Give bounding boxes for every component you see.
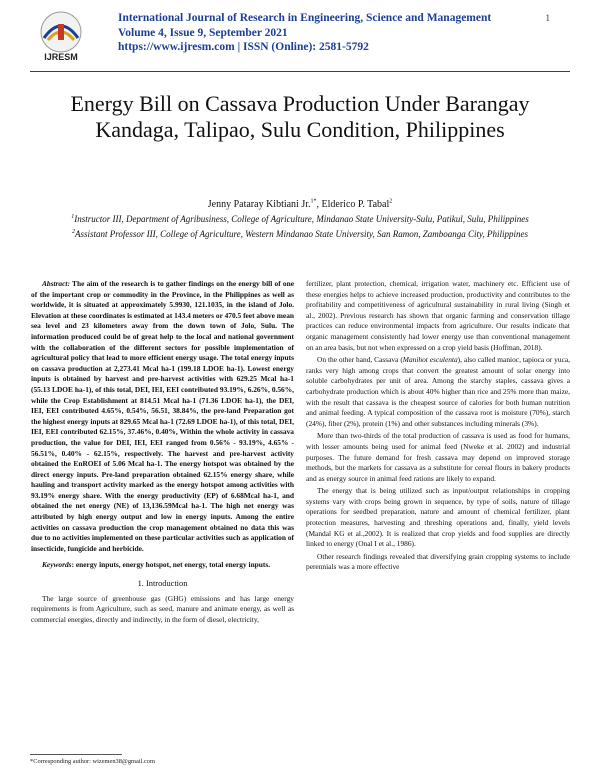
header-rule	[30, 71, 570, 72]
journal-issue: Volume 4, Issue 9, September 2021	[118, 26, 288, 39]
abstract-label: Abstract:	[42, 279, 70, 288]
right-column	[306, 279, 570, 575]
author-separator: ,	[316, 199, 322, 210]
author-block	[40, 198, 560, 241]
journal-name: International Journal of Research in Engineering, Science and Management	[118, 12, 492, 24]
left-column	[31, 279, 294, 627]
paragraph-1: fertilizer, plant protection, chemical, irrigation water, machinery etc. Efficient use of these energies helps to achieve increased production, productivity and contributes to the profitability and competitiveness of agricultural sustainability in rural living (Singh et al., 2002). Previous research has shown that organic farming and conservation tillage practices can reduce environmental impacts from agriculture. Our results indicate that organic management consistently had lower energy use than conventional management on an area basis, but not when expressed on a crop yield basis (Hoffman, 2018).	[306, 279, 570, 352]
paragraph-5: Other research findings revealed that diversifying grain cropping systems to include perennials was a more effective	[306, 551, 570, 572]
paragraph-2-b: ), also called manioc, tapioca or yuca, ranks very high among crops that convert the greatest amount of solar energy into soluble carbohydrates per unit of area. Among the starchy staples, cassava gives a carbohydrate production which is about 40% higher than rice and 25% more than maize, with the result that cassava is the cheapest source of calories for both human nutrition and animal feeding. A typical composition of the cassava root is moisture (70%), starch (24%), fiber (2%), protein (1%) and other substances including minerals (3%).	[306, 355, 570, 428]
abstract	[31, 279, 294, 554]
abstract-text: The aim of the research is to gather findings on the energy bill of one of the important crop or commodity in the Province, in the Philippines as well as worldwide, it is situated at approximately 5.9930, 121.1035, in the island of Jolo. Elevation at these coordinates is estimated at 143.4 meters or 470.5 feet above mean sea level and 23 kilometers away from the down town of Jolo, Sulu. The information produced could be of great help to the local and national government with the collaboration of the different sectors for possible implementation of agricultural policy that lead to more efficient energy usage. The total energy inputs on cassava production at 2,273.41 Mcal ha-1 (199.18 LDOE ha-1). Lowest energy inputs is obtained by harvest and pre-harvest activities with 629.25 Mcal ha-1 (55.13 LDOE ha-1), of this total, DEI, IEI, EEI contributed 93.19%, 6.26%, 0.56%, while the Crop Establishment at 814.51 Mcal ha-1 (71.36 LDOE ha-1), the DEI, IEI, EEI contributed 4.65%, 0.54%, 56.51, 38.84%, the pre-land Preparation got the highest energy inputs at 829.65 Mcal ha-1 (72.69 LDOE ha-1), of this total, DEI, IEI, EEI contributed 62.15%, 37.46%, 0.40%, Within the whole activity in cassava production, the value for DEI, IEI, EEI ranged from 0.56% - 93.19%, 4.65% - 56.51%, 0.40% - 62.15%, respectively. The harvest and pre-harvest activity obtained the EnROEI of 5.06 Mcal ha-1. The energy hotspot was obtained by the direct energy inputs. Pre-land preparation obtained 62.15% energy share, while hauling and transport activity marked as the energy hotspot among activities with 93.19% energy share. With the energy productivity (EP) of 6.68Mcal ha-1, and obtained the net energy (NE) of 13,136.59Mcal ha-1. The high net energy was attributed by high energy output and low in energy inputs. Among the entire activities on cassava production the crop management obtained no data this was due to no activities implemented on these particular activities such as application of insecticide, fungicide and herbicide.	[31, 279, 294, 553]
affiliation-1-mark: 1	[71, 214, 75, 220]
paragraph-2	[306, 355, 570, 429]
keywords-text: : energy inputs, energy hotspot, net energy, total energy inputs.	[71, 560, 271, 570]
affiliation-2-mark: 2	[71, 228, 75, 235]
affiliation-2-text: Assistant Professor III, College of Agriculture, Western Mindanao State University, San Ramon, Zamboanga City, Philippines	[74, 228, 529, 239]
paper-title: Energy Bill on Cassava Production Under Barangay Kandaga, Talipao, Sulu Condition, Philippines	[70, 91, 530, 142]
author-1: Jenny Pataray Kibtiani Jr.	[207, 199, 311, 210]
author-2-mark: 2	[389, 198, 393, 205]
intro-heading: 1. Introduction	[137, 579, 188, 589]
author-line	[40, 198, 560, 212]
journal-header	[118, 11, 491, 55]
affiliation-2	[40, 227, 560, 242]
intro-paragraph: The large source of greenhouse gas (GHG) emissions and has large energy requirements is from Agriculture, such as seed, manure and animate energy, as well as commercial energies, directly and indirectly, in the form of diesel, electricity,	[31, 593, 294, 624]
logo-text: IJRESM	[44, 52, 78, 62]
species-name: Manihot esculenta	[402, 355, 458, 365]
page-number: 1	[545, 13, 550, 23]
paragraph-3: More than two-thirds of the total production of cassava is used as food for humans, with lesser amounts being used for animal feed (Nweke et al. 2002) and industrial purposes. The future demand for fresh cassava may depend on improved storage methods, but the markets for cassava as a substitute for cereal flours in bakery products and as energy source in animal feed rations are likely to expand.	[306, 431, 570, 483]
journal-web-issn[interactable]: https://www.ijresm.com | ISSN (Online): 2581-5792	[118, 41, 369, 53]
paragraph-2-a: On the other hand, Cassava (	[317, 355, 403, 365]
author-2: Elderico P. Tabal	[321, 199, 390, 210]
keywords-label: Keywords	[42, 560, 72, 570]
paragraph-4: The energy that is being utilized such as input/output relationships in cropping systems vary with crops being grown in sequence, by type of soils, nature of tillage operations for seedbed preparation, nature and amount of chemical fertilizer, plant protection measures, harvesting and threshing operations and, finally, yield levels (Mandal KG et al.,2002). It is realized that crop yields and food supplies are directly linked to energy (Onal I et al., 1986).	[306, 486, 570, 549]
footnote-rule	[30, 754, 122, 755]
affiliation-1	[40, 212, 560, 227]
footnote: *Corresponding author: wizemen38@gmail.com	[30, 758, 155, 765]
author-1-mark: 1*	[310, 198, 317, 205]
keywords	[31, 560, 294, 571]
affiliation-1-text: Instructor III, Department of Agribusiness, College of Agriculture, Mindanao State University-Sulu, Patikul, Sulu, Philippines	[74, 214, 529, 224]
